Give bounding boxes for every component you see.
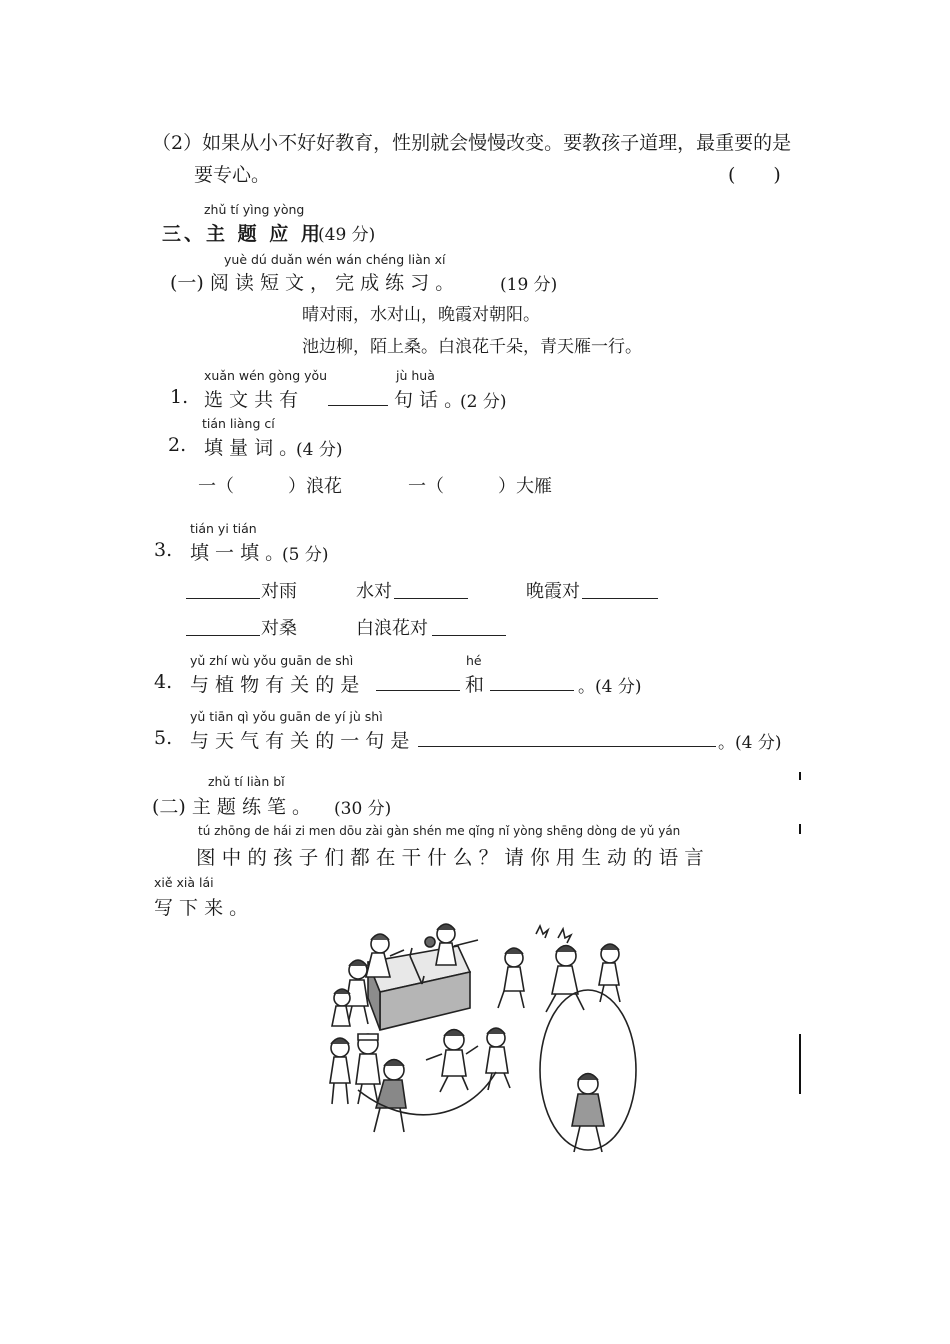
q3-blank-a[interactable] [186,580,260,599]
scan-mark [799,772,801,780]
q2b-text: 填 量 词 。 [204,437,299,459]
sec3-pinyin: zhǔ tí yìng yòng [204,202,305,217]
q4-number: 4. [154,671,173,693]
scan-mark [799,824,801,834]
rope-skipper [540,990,636,1152]
q3-item-d: 对桑 [261,618,297,639]
children-playing-illustration [318,920,638,1160]
q1-pinyin-b: jù huà [396,368,435,383]
part2-pinyin: zhǔ tí liàn bǐ [208,774,285,789]
q3-blank-e[interactable] [432,617,506,636]
scan-mark [799,1034,801,1094]
q3-blank-d[interactable] [186,617,260,636]
part2-pinyin-line3: xiě xià lái [154,875,214,890]
q3-item-a: 对雨 [261,581,297,602]
q3-score: (5 分) [282,545,329,565]
q5-pinyin: yǔ tiān qì yǒu guān de yí jù shì [190,709,383,724]
q2-answer-paren: ( ) [728,164,781,186]
part2-title: (二) 主 题 练 笔 。 [152,796,312,818]
q3-number: 3. [154,539,173,561]
part2-score: (30 分) [334,799,392,819]
q3-item-e: 白浪花对 [356,618,428,639]
part1-score: (19 分) [500,275,558,295]
q2b-item-2: 一（ ）大雁 [408,476,552,497]
q4-blank-a[interactable] [376,672,460,691]
q2b-number: 2. [168,434,187,456]
q3-item-b: 水对 [356,581,392,602]
q1-pinyin-a: xuǎn wén gòng yǒu [204,368,328,383]
q1-blank[interactable] [328,387,388,406]
sec3-title: 三、主 题 应 用 [162,223,323,245]
poem-line-2: 池边柳，陌上桑。白浪花千朵，青天雁一行。 [302,337,642,357]
q1-text-a: 选 文 共 有 [204,389,299,411]
child-left-bottom [332,989,350,1026]
q3-text: 填 一 填 。 [190,542,285,564]
q5-text: 与 天 气 有 关 的 一 句 是 [190,730,410,752]
jumping-children [426,1028,510,1092]
q5-number: 5. [154,727,173,749]
q4-score: 。(4 分) [578,677,642,697]
q1-number: 1. [170,386,189,408]
part2-line2: 图 中 的 孩 子 们 都 在 干 什 么 ？ 请 你 用 生 动 的 语 言 [196,846,704,869]
part2-pinyin-line2: tú zhōng de hái zi men dōu zài gàn shén me qǐng nǐ yòng shēng dòng de yǔ yán [198,824,681,838]
q5-score: 。(4 分) [718,733,782,753]
dancing-children [498,926,620,1012]
q1-score: (2 分) [460,392,507,412]
children-group [330,1034,406,1132]
poem-line-1: 晴对雨，水对山，晚霞对朝阳。 [302,305,540,325]
q3-item-c: 晚霞对 [526,581,580,602]
part1-title: (一) 阅 读 短 文 ， 完 成 练 习 。 [170,272,455,294]
q3-pinyin: tián yi tián [190,521,257,536]
q2b-item-1: 一（ ）浪花 [198,476,342,497]
q4-text-b: 和 [465,674,485,696]
q2b-pinyin: tián liàng cí [202,416,275,431]
q2-line2: 要专心。 [194,164,271,186]
q4-pinyin-b: hé [466,653,482,668]
part1-pinyin: yuè dú duǎn wén wán chéng liàn xí [224,252,446,267]
q1-text-b: 句 话 。 [394,389,464,411]
q5-blank[interactable] [418,728,716,747]
q4-pinyin-a: yǔ zhí wù yǒu guān de shì [190,653,354,668]
q2b-score: (4 分) [296,440,343,460]
q3-blank-c[interactable] [582,580,658,599]
q2-line1: （2）如果从小不好好教育，性别就会慢慢改变。要教孩子道理，最重要的是 [152,132,792,154]
part2-line3: 写 下 来 。 [154,897,249,919]
q3-blank-b[interactable] [394,580,468,599]
q4-blank-b[interactable] [490,672,574,691]
sec3-score: (49 分) [318,225,376,245]
q4-text-a: 与 植 物 有 关 的 是 [190,674,360,696]
